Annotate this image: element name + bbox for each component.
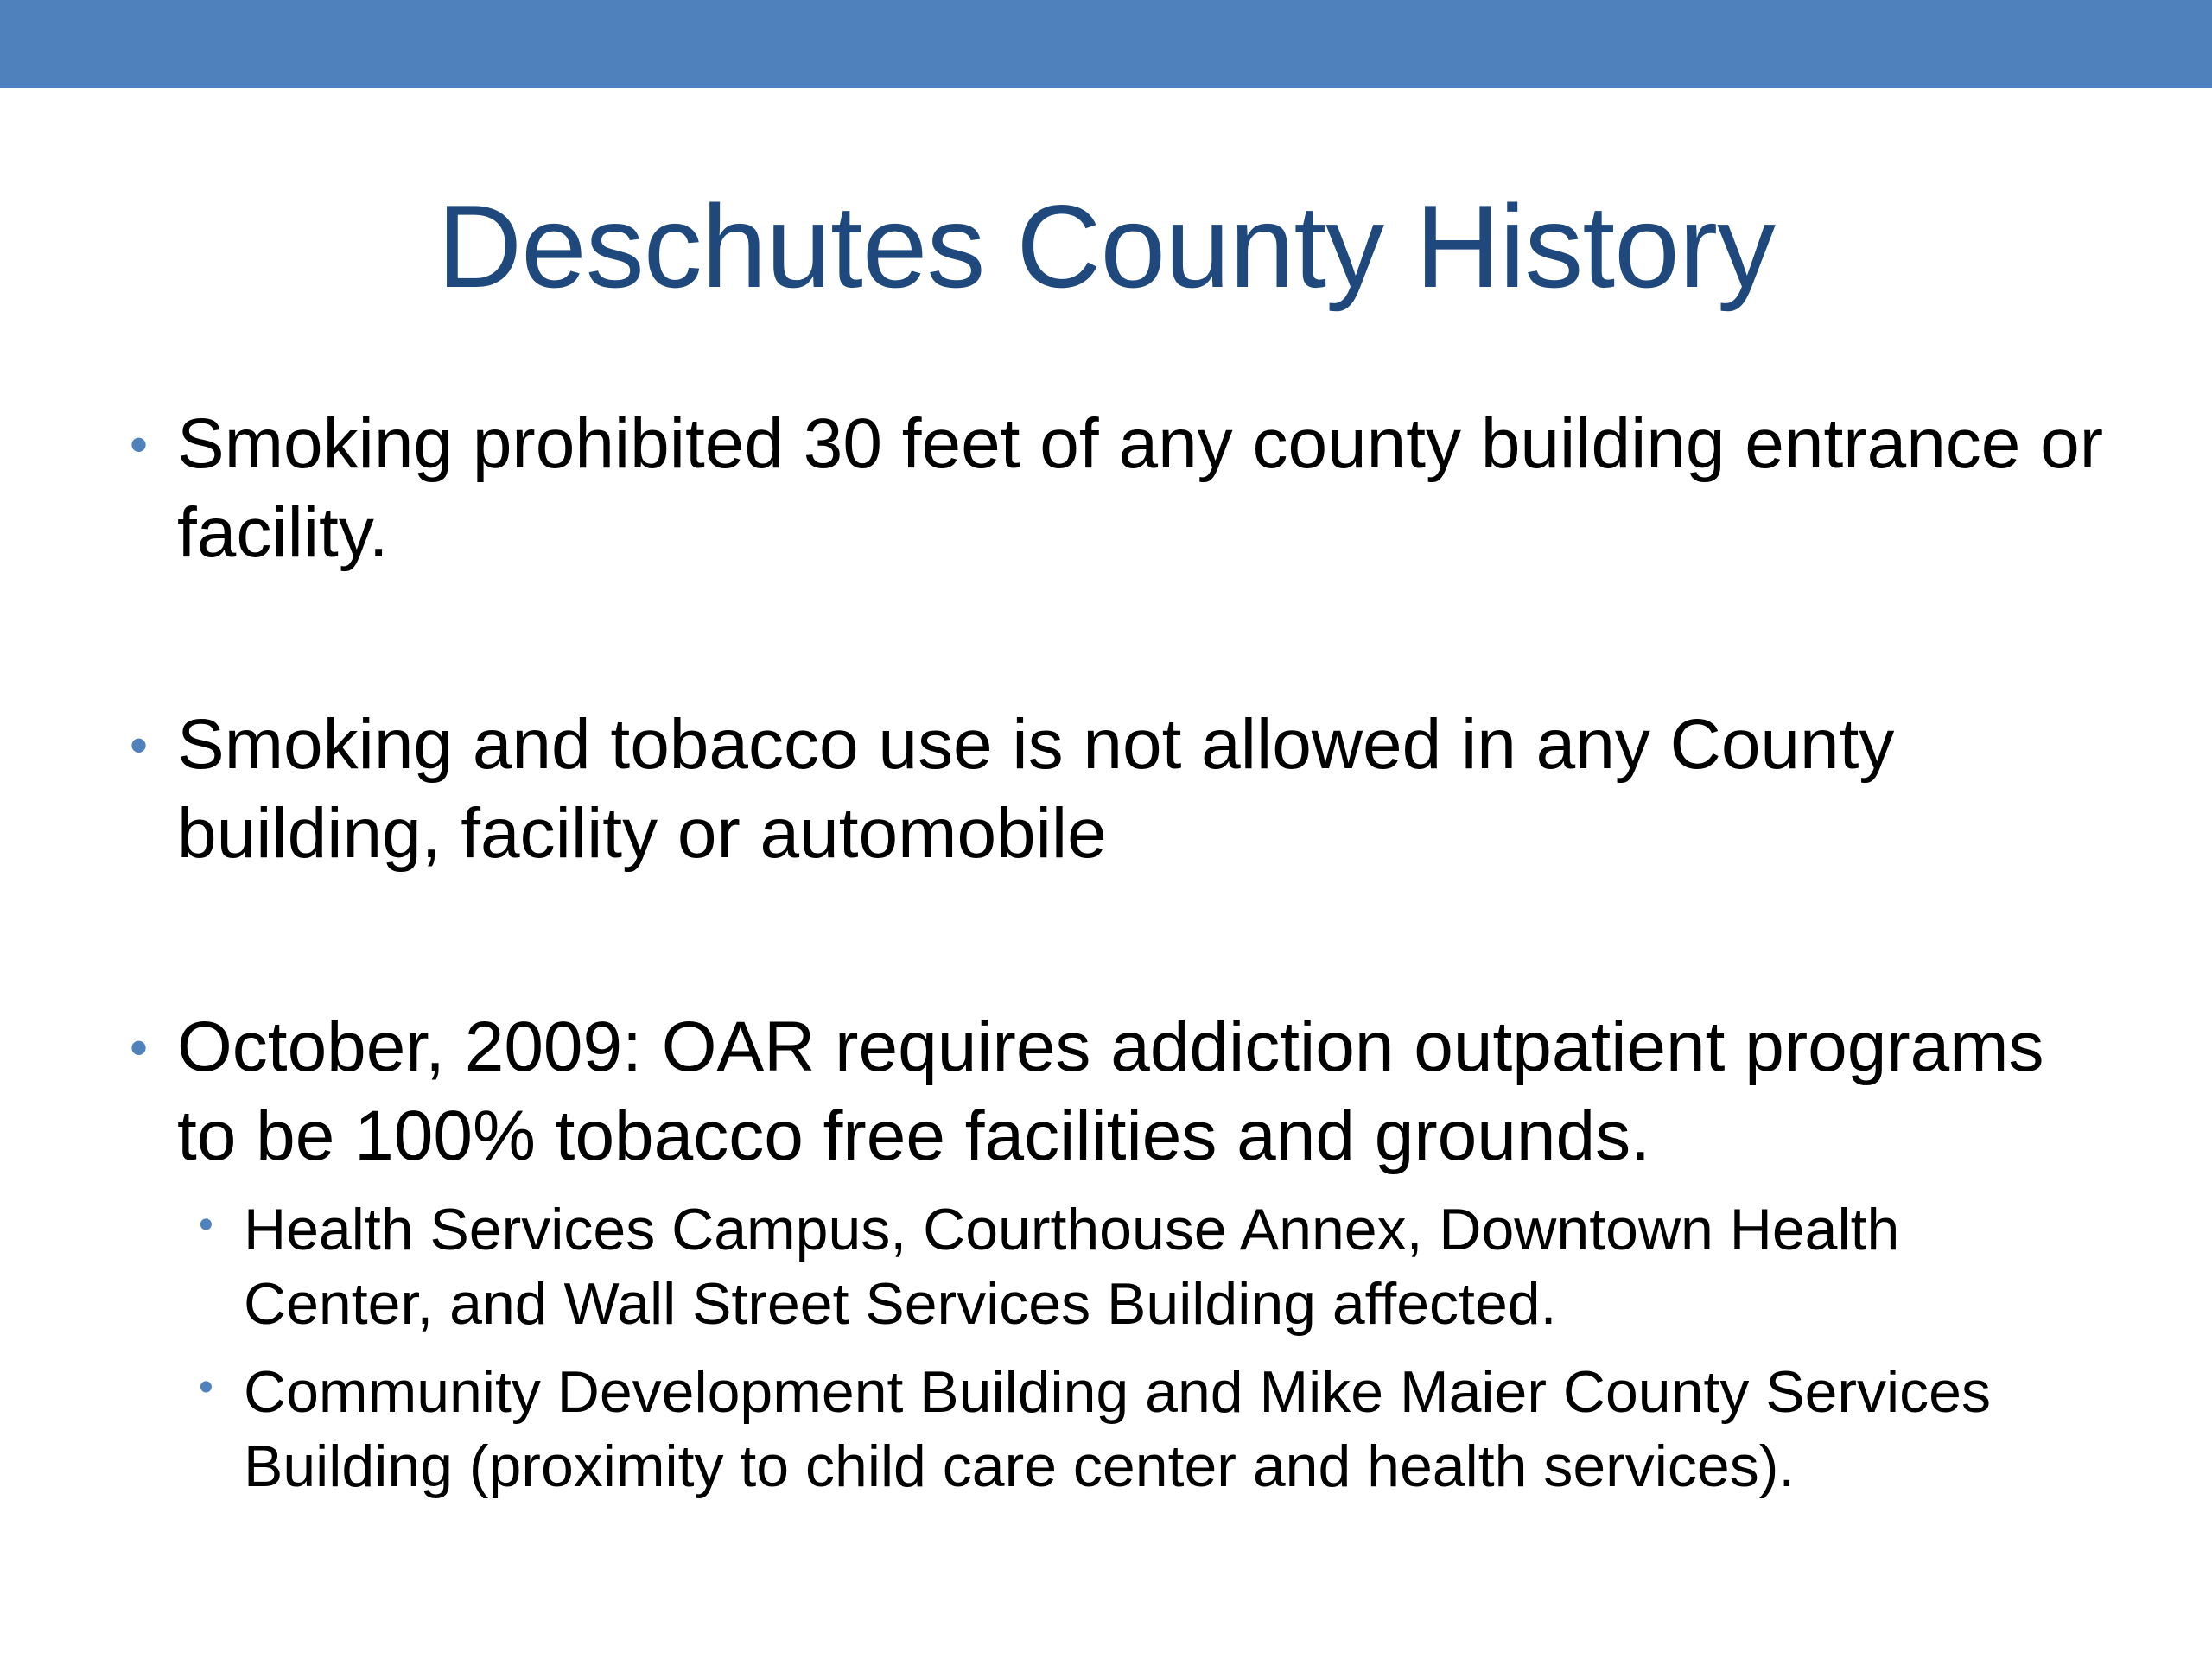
bullet-dot-icon: • [130,716,149,774]
bullet-text: Smoking prohibited 30 feet of any county building entrance or facility. [177,404,2104,572]
bullet-text: October, 2009: OAR requires addiction outpatient programs to be 100% tobacco free facilities and grounds. [177,1007,2044,1175]
sub-bullet-dot-icon: • [199,1364,213,1410]
bullet-text: Smoking and tobacco use is not allowed in any County building, facility or automobile [177,705,1895,873]
bullet-dot-icon: • [130,1019,149,1077]
sub-bullet-dot-icon: • [199,1202,213,1248]
slide-title: Deschutes County History [436,181,1776,312]
sub-bullet-text: Community Development Building and Mike Maier County Services Building (proximity to child care center and health services). [244,1359,1991,1499]
bullet-dot-icon: • [130,416,149,474]
sub-bullet-text: Health Services Campus, Courthouse Annex, Downtown Health Center, and Wall Street Services Building affected. [244,1197,1900,1337]
